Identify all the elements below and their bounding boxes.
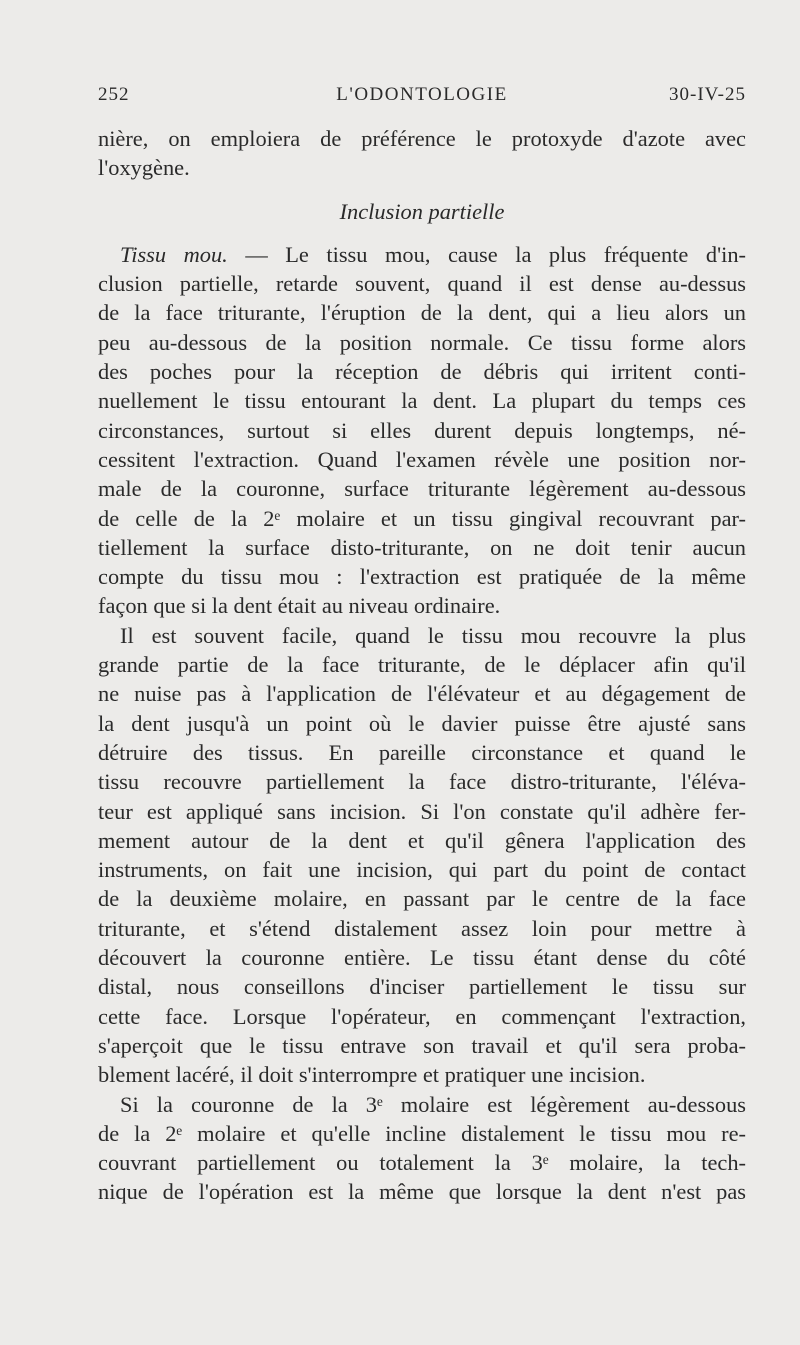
section-heading: Inclusion partielle (339, 198, 505, 224)
text-line: nuellement le tissu entourant la dent. La plupart du temps ces (98, 388, 746, 414)
text-line: teur est appliqué sans incision. Si l'on constate qu'il adhère fer- (98, 798, 746, 824)
text-line: l'oxygène. (98, 155, 190, 181)
text-line: de la 2ᵉ molaire et qu'elle incline distalement le tissu mou re- (98, 1120, 746, 1146)
text-line: nique de l'opération est la même que lorsque la dent n'est pas (98, 1179, 746, 1205)
text-line: cessitent l'extraction. Quand l'examen révèle une position nor- (98, 446, 746, 472)
text-line: de la deuxième molaire, en passant par le centre de la face (98, 886, 746, 912)
text-line: blement lacéré, il doit s'interrompre et pratiquer une incision. (98, 1062, 646, 1088)
text-line: de celle de la 2ᵉ molaire et un tissu gingival recouvrant par- (98, 505, 746, 531)
text-line: circonstances, surtout si elles durent depuis longtemps, né- (98, 417, 746, 443)
text-line: tissu recouvre partiellement la face distro-triturante, l'éléva- (98, 769, 746, 795)
text-line: détruire des tissus. En pareille circonstance et quand le (98, 739, 746, 765)
text-line: couvrant partiellement ou totalement la 3ᵉ molaire, la tech- (98, 1150, 746, 1176)
text-line: mement autour de la dent et qu'il gênera l'application des (98, 827, 746, 853)
text-line (98, 240, 746, 269)
body-text (98, 124, 746, 1207)
text-line: instruments, on fait une incision, qui part du point de contact (98, 857, 746, 883)
spacer (98, 183, 746, 197)
text-line: peu au-dessous de la position normale. Ce tissu forme alors (98, 329, 746, 355)
text-line: male de la couronne, surface triturante légèrement au-dessous (98, 476, 746, 502)
text-line: s'aperçoit que le tissu entrave son travail et qu'il sera proba- (98, 1032, 746, 1058)
page-number: 252 (98, 84, 130, 105)
text-line: clusion partielle, retarde souvent, quand il est dense au-dessus (98, 271, 746, 297)
text-line: de la face triturante, l'éruption de la dent, qui a lieu alors un (98, 300, 746, 326)
text-line: nière, on emploiera de préférence le protoxyde d'azote avec (98, 126, 746, 151)
text-line: cette face. Lorsque l'opérateur, en commençant l'extraction, (98, 1003, 746, 1029)
text-line: grande partie de la face triturante, de le déplacer afin qu'il (98, 652, 746, 678)
running-head (98, 84, 746, 112)
text-line: distal, nous conseillons d'inciser partiellement le tissu sur (98, 974, 746, 1000)
paragraph-subhead: Tissu mou. (120, 241, 228, 267)
text-line: découvert la couronne entière. Le tissu étant dense du côté (98, 945, 746, 971)
text-line-rest: — Le tissu mou, cause la plus fréquente d'in- (245, 241, 746, 267)
text-line: tiellement la surface disto-triturante, on ne doit tenir aucun (98, 534, 746, 560)
text-line: Il est souvent facile, quand le tissu mou recouvre la plus (120, 622, 746, 648)
journal-title: L'ODONTOLOGIE (336, 84, 508, 105)
text-line: façon que si la dent était au niveau ordinaire. (98, 593, 501, 619)
text-line: des poches pour la réception de débris qui irritent conti- (98, 359, 746, 385)
text-line: ne nuise pas à l'application de l'élévateur et au dégagement de (98, 681, 746, 707)
issue-date: 30-IV-25 (669, 84, 746, 105)
text-line: Si la couronne de la 3ᵉ molaire est légèrement au-dessous (120, 1091, 746, 1117)
spacer (98, 226, 746, 240)
text-line: triturante, et s'étend distalement assez loin pour mettre à (98, 915, 746, 941)
text-line: compte du tissu mou : l'extraction est pratiquée de la même (98, 564, 746, 590)
text-line: la dent jusqu'à un point où le davier puisse être ajusté sans (98, 710, 746, 736)
